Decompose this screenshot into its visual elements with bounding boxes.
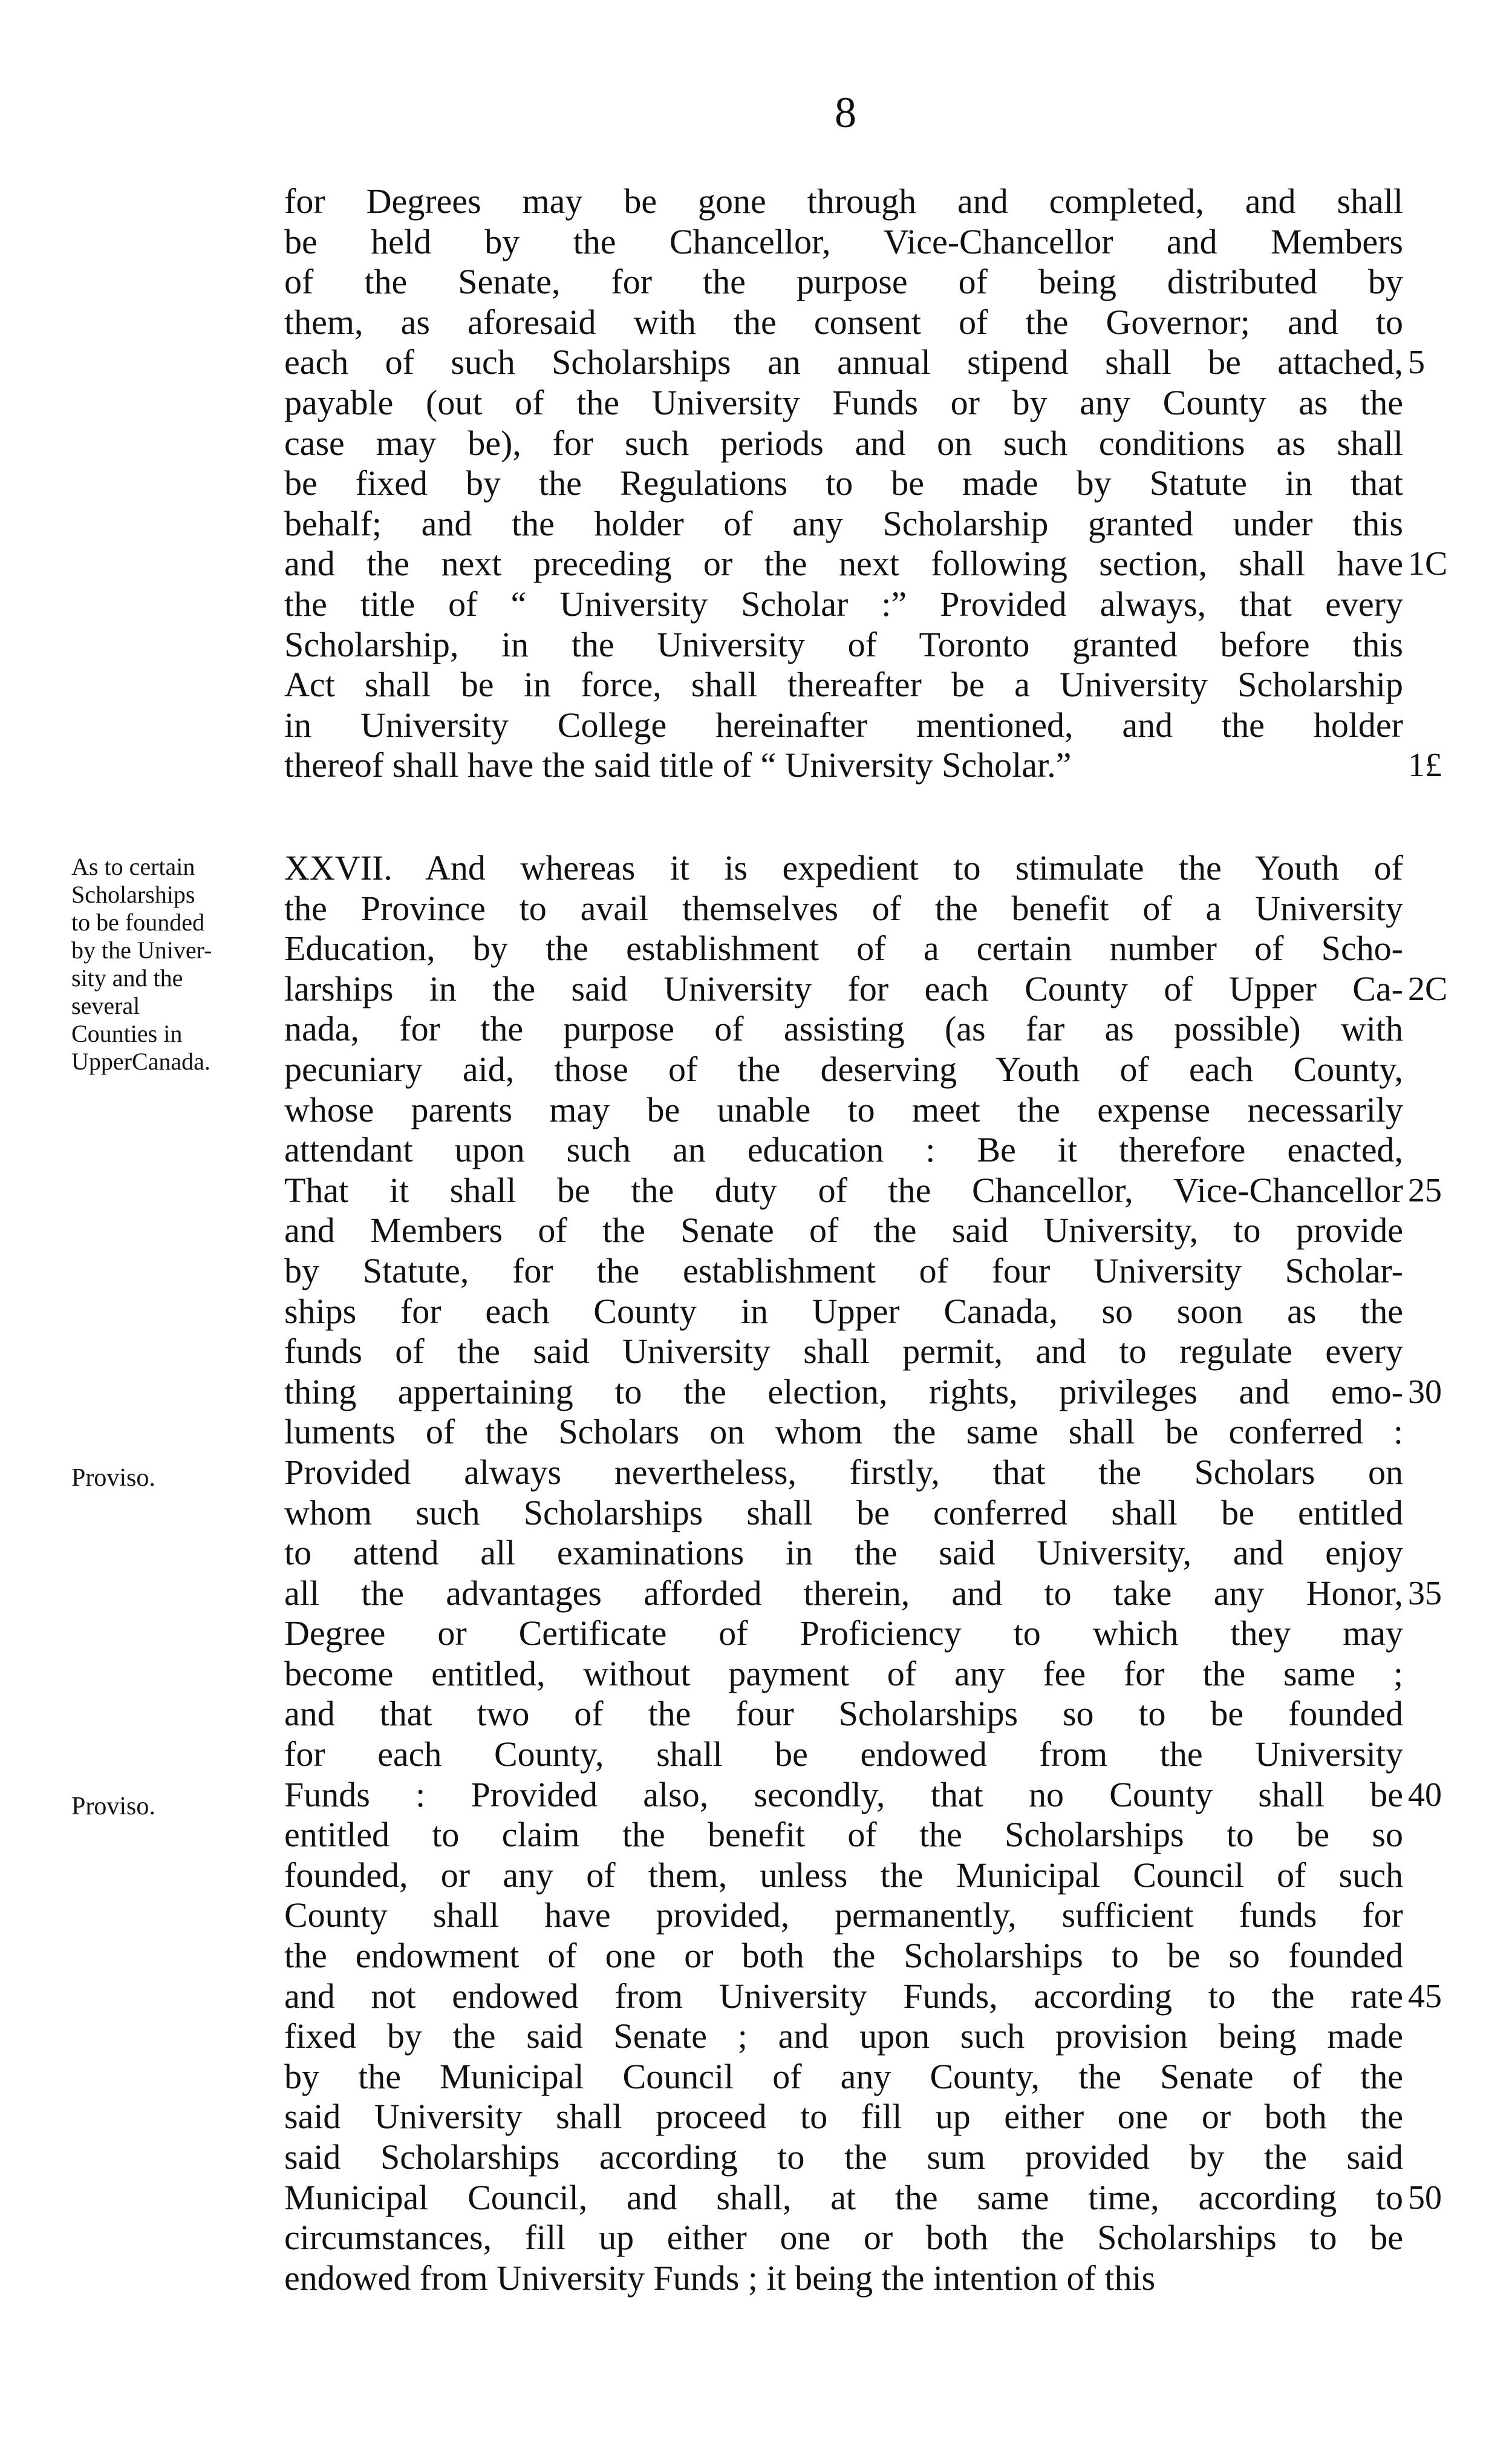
text-line: luments of the Scholars on whom the same shall be conferred :	[284, 1412, 1403, 1452]
line-number: 40	[1408, 1776, 1442, 1814]
text-line: Degree or Certificate of Proficiency to which they may	[284, 1613, 1403, 1653]
text-line: thereof shall have the said title of “ University Scholar.”	[284, 745, 1072, 785]
line-number: 25	[1408, 1172, 1442, 1209]
text-line: said University shall proceed to fill up either one or both the	[284, 2097, 1403, 2137]
line-number: 30	[1408, 1373, 1442, 1411]
margin-note-line: sity and the	[71, 964, 183, 992]
text-line: and the next preceding or the next following section, shall have	[284, 544, 1403, 584]
text-line: the Province to avail themselves of the benefit of a University	[284, 888, 1403, 928]
section-xxvii	[284, 848, 1403, 2298]
text-line: Scholarship, in the University of Toronto granted before this	[284, 624, 1403, 664]
text-line: become entitled, without payment of any fee for the same ;	[284, 1653, 1403, 1693]
margin-note-line: several	[71, 992, 140, 1019]
text-line: circumstances, fill up either one or both the Scholarships to be	[284, 2218, 1403, 2258]
text-line: be held by the Chancellor, Vice-Chancellor and Members	[284, 221, 1403, 261]
text-line: funds of the said University shall permit, and to regulate every	[284, 1332, 1403, 1371]
text-line: for Degrees may be gone through and completed, and shall	[284, 181, 1403, 221]
text-line: each of such Scholarships an annual stipend shall be attached,	[284, 342, 1403, 382]
text-line: Municipal Council, and shall, at the same time, according to	[284, 2177, 1403, 2217]
text-line: fixed by the said Senate ; and upon such provision being made	[284, 2016, 1403, 2056]
text-line: for each County, shall be endowed from the University	[284, 1734, 1403, 1774]
margin-note-proviso: Proviso.	[71, 1464, 155, 1492]
line-number: 45	[1408, 1978, 1442, 2015]
text-line: ships for each County in Upper Canada, so soon as the	[284, 1291, 1403, 1331]
text-line: payable (out of the University Funds or by any County as the	[284, 382, 1403, 422]
text-line: behalf; and the holder of any Scholarship granted under this	[284, 503, 1403, 543]
margin-note-line: by the Univer-	[71, 936, 212, 964]
text-line: whose parents may be unable to meet the expense necessarily	[284, 1090, 1403, 1129]
text-line: That it shall be the duty of the Chancellor, Vice-Chancellor	[284, 1170, 1403, 1210]
line-number: 35	[1408, 1575, 1442, 1612]
margin-note-proviso: Proviso.	[71, 1793, 155, 1820]
line-number: 50	[1408, 2179, 1442, 2217]
text-line: by Statute, for the establishment of four University Scholar-	[284, 1250, 1403, 1290]
text-line: pecuniary aid, those of the deserving Youth of each County,	[284, 1049, 1403, 1089]
text-line: the title of “ University Scholar :” Provided always, that every	[284, 584, 1403, 624]
text-line: Provided always nevertheless, firstly, that the Scholars on	[284, 1452, 1403, 1492]
line-number: 2C	[1408, 970, 1448, 1008]
text-line: said Scholarships according to the sum provided by the said	[284, 2137, 1403, 2177]
line-number: 1£	[1408, 747, 1442, 784]
text-line: Education, by the establishment of a certain number of Scho-	[284, 929, 1403, 969]
text-line: whom such Scholarships shall be conferred shall be entitled	[284, 1492, 1403, 1532]
line-number: 1C	[1408, 545, 1448, 583]
text-line: and that two of the four Scholarships so to be founded	[284, 1694, 1403, 1734]
text-line: of the Senate, for the purpose of being distributed by	[284, 262, 1403, 302]
text-line: them, as aforesaid with the consent of the Governor; and to	[284, 302, 1403, 342]
margin-note-line: to be founded	[71, 909, 204, 936]
margin-note-line: Scholarships	[71, 881, 195, 908]
text-line: thing appertaining to the election, rights, privileges and emo-	[284, 1371, 1403, 1411]
text-line: Act shall be in force, shall thereafter be a University Scholarship	[284, 665, 1403, 705]
page-number: 8	[835, 88, 856, 137]
text-line: Funds : Provided also, secondly, that no County shall be	[284, 1774, 1403, 1814]
text-line: the endowment of one or both the Scholarships to be so founded	[284, 1936, 1403, 1976]
text-line: be fixed by the Regulations to be made by Statute in that	[284, 463, 1403, 503]
text-line: entitled to claim the benefit of the Scholarships to be so	[284, 1815, 1403, 1855]
text-line: attendant upon such an education : Be it therefore enacted,	[284, 1130, 1403, 1170]
text-line: and not endowed from University Funds, according to the rate	[284, 1976, 1403, 2016]
text-line: founded, or any of them, unless the Municipal Council of such	[284, 1855, 1403, 1895]
text-line: all the advantages afforded therein, and to take any Honor,	[284, 1573, 1403, 1613]
margin-note-line: Counties in	[71, 1020, 183, 1047]
text-line: in University College hereinafter mentioned, and the holder	[284, 705, 1403, 745]
text-line: larships in the said University for each County of Upper Ca-	[284, 969, 1403, 1008]
text-line: XXVII. And whereas it is expedient to stimulate the Youth of	[284, 848, 1403, 887]
text-line: endowed from University Funds ; it being the intention of this	[284, 2258, 1156, 2298]
margin-note-scholarships	[71, 853, 277, 1076]
text-line: and Members of the Senate of the said University, to provide	[284, 1211, 1403, 1250]
margin-note-line: UpperCanada.	[71, 1048, 210, 1075]
text-line: County shall have provided, permanently, sufficient funds for	[284, 1895, 1403, 1935]
paragraph-continuation	[284, 181, 1403, 786]
text-line: to attend all examinations in the said University, and enjoy	[284, 1533, 1403, 1573]
text-line: nada, for the purpose of assisting (as far as possible) with	[284, 1009, 1403, 1049]
line-number: 5	[1408, 344, 1425, 381]
text-line: case may be), for such periods and on such conditions as shall	[284, 423, 1403, 463]
text-line: by the Municipal Council of any County, the Senate of the	[284, 2056, 1403, 2096]
margin-note-line: As to certain	[71, 853, 195, 880]
